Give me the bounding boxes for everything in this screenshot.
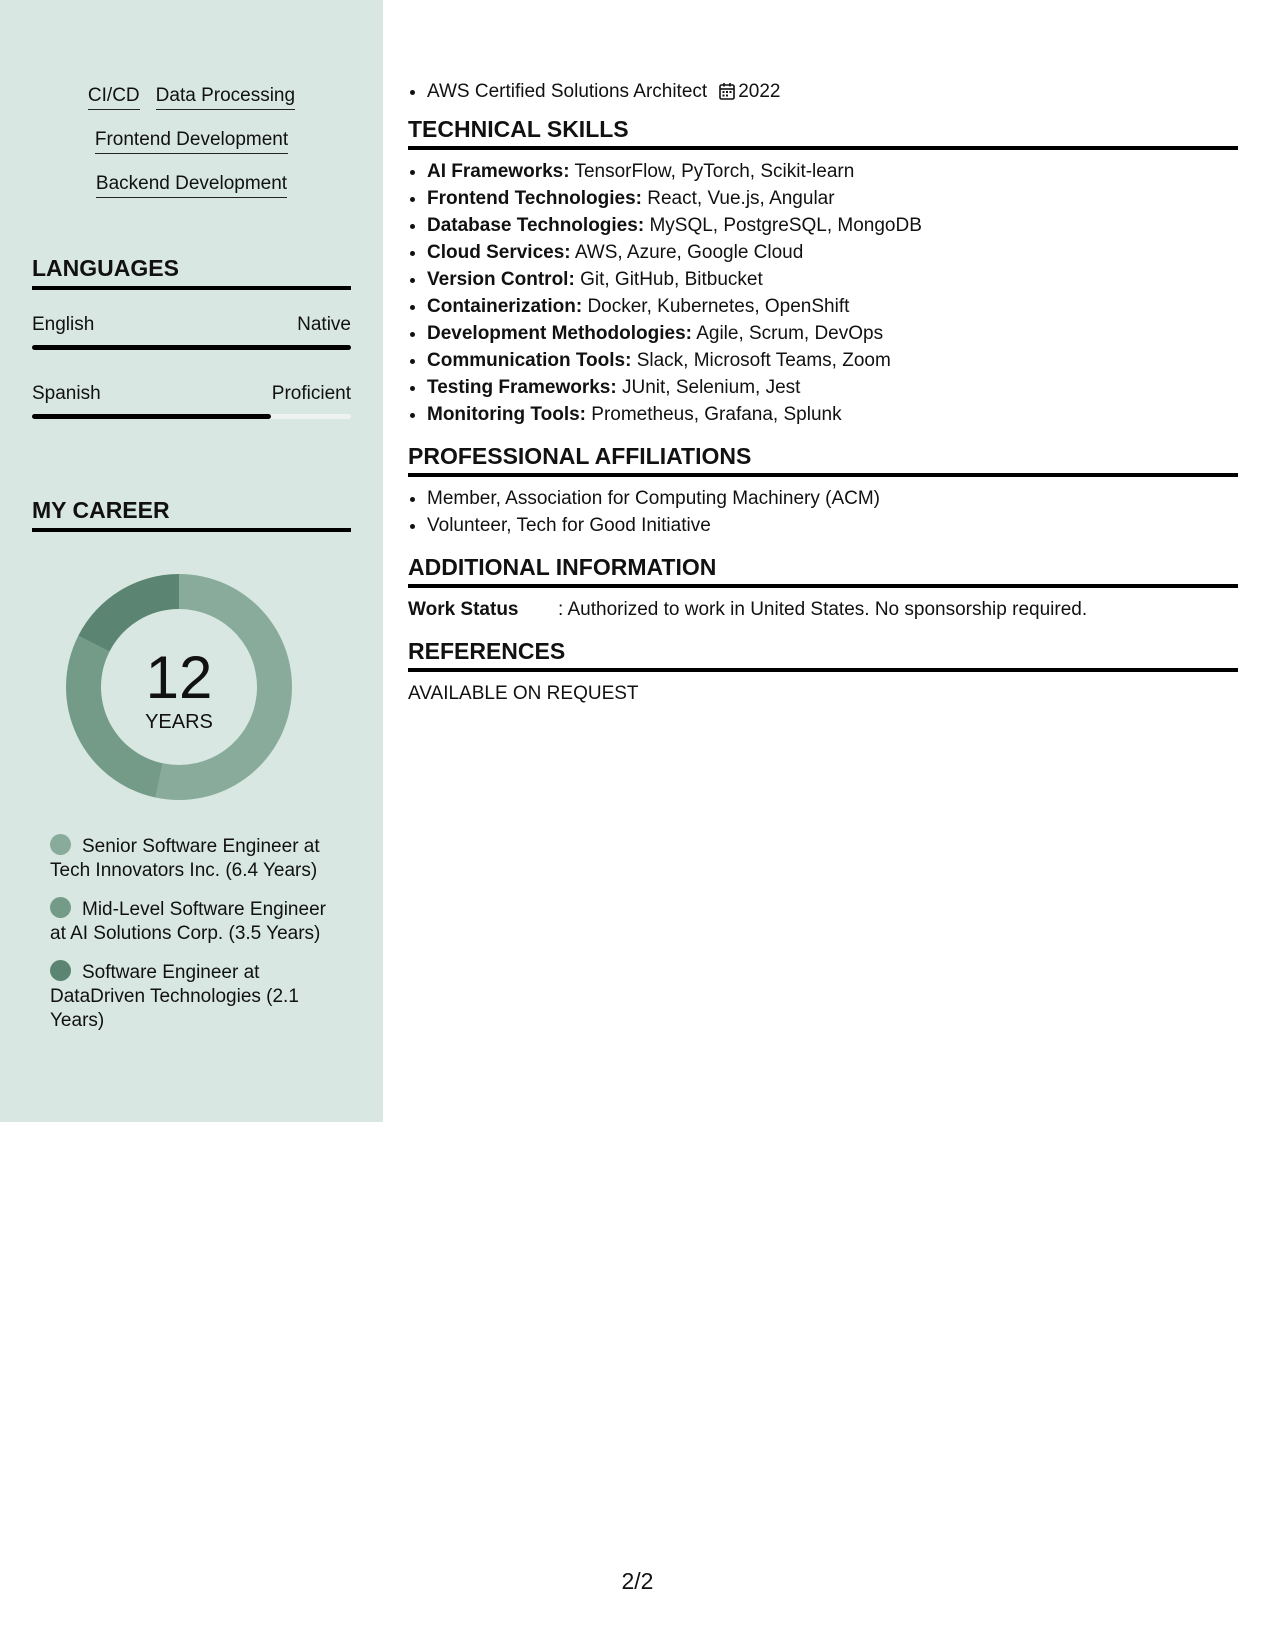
career-item-text: Software Engineer at DataDriven Technologies (2.1 Years) bbox=[50, 962, 299, 1031]
language-name: English bbox=[32, 314, 95, 335]
career-total bbox=[66, 574, 292, 800]
skill-label: Monitoring Tools: bbox=[427, 404, 586, 425]
skill-row bbox=[32, 172, 351, 198]
main-content bbox=[408, 78, 1238, 707]
calendar-icon bbox=[719, 82, 735, 100]
skill-item bbox=[427, 212, 1238, 239]
skill-item bbox=[427, 266, 1238, 293]
skill-item bbox=[427, 293, 1238, 320]
skill-row bbox=[32, 84, 351, 110]
language-bar-fill bbox=[32, 414, 271, 419]
skill-tag: Data Processing bbox=[156, 84, 295, 110]
skill-label: Testing Frameworks: bbox=[427, 377, 617, 398]
skill-label: Cloud Services: bbox=[427, 242, 571, 263]
career-item-text: Mid-Level Software Engineer at AI Solutions Corp. (3.5 Years) bbox=[50, 899, 326, 944]
sidebar bbox=[0, 0, 383, 1122]
language-bar bbox=[32, 345, 351, 350]
affiliations-heading: PROFESSIONAL AFFILIATIONS bbox=[408, 442, 1238, 477]
work-status-label: Work Status bbox=[408, 599, 519, 620]
career-item-text: Senior Software Engineer at Tech Innovators Inc. (6.4 Years) bbox=[50, 836, 320, 881]
certification-item bbox=[427, 78, 1238, 105]
skill-tag: Backend Development bbox=[96, 172, 287, 198]
skill-tag: CI/CD bbox=[88, 84, 140, 110]
language-level: Proficient bbox=[271, 383, 351, 404]
skill-value: Git, GitHub, Bitbucket bbox=[580, 269, 763, 290]
skill-label: Database Technologies: bbox=[427, 215, 645, 236]
references-text: AVAILABLE ON REQUEST bbox=[408, 683, 639, 704]
affiliations-list bbox=[408, 485, 1238, 539]
skill-item bbox=[427, 185, 1238, 212]
career-years-number: 12 bbox=[145, 644, 213, 711]
skill-label: Containerization: bbox=[427, 296, 583, 317]
career-years-label: YEARS bbox=[145, 711, 213, 733]
technical-skills-heading: TECHNICAL SKILLS bbox=[408, 115, 1238, 150]
work-status-value: : Authorized to work in United States. No sponsorship required. bbox=[558, 599, 1088, 620]
legend-dot bbox=[50, 834, 71, 855]
skill-item bbox=[427, 320, 1238, 347]
language-name: Spanish bbox=[32, 383, 101, 404]
skill-item bbox=[427, 239, 1238, 266]
skill-value: JUnit, Selenium, Jest bbox=[621, 377, 801, 398]
skill-tags bbox=[32, 84, 351, 216]
language-bar-fill bbox=[32, 345, 351, 350]
language-english bbox=[32, 313, 351, 350]
references-heading: REFERENCES bbox=[408, 637, 1238, 672]
skill-value: Prometheus, Grafana, Splunk bbox=[591, 404, 842, 425]
page-number: 2/2 bbox=[621, 1568, 654, 1594]
skill-label: AI Frameworks: bbox=[427, 161, 570, 182]
additional-info-heading: ADDITIONAL INFORMATION bbox=[408, 553, 1238, 588]
skill-item bbox=[427, 347, 1238, 374]
affiliation-item: • Member, Association for Computing Machinery (ACM) bbox=[427, 485, 1238, 512]
skill-value: React, Vue.js, Angular bbox=[647, 188, 835, 209]
skill-label: Frontend Technologies: bbox=[427, 188, 642, 209]
legend-dot bbox=[50, 960, 71, 981]
skill-item bbox=[427, 158, 1238, 185]
skill-value: AWS, Azure, Google Cloud bbox=[574, 242, 804, 263]
certification-name: AWS Certified Solutions Architect bbox=[427, 81, 708, 102]
skill-value: Agile, Scrum, DevOps bbox=[696, 323, 884, 344]
skill-label: Development Methodologies: bbox=[427, 323, 692, 344]
certification-list bbox=[408, 78, 1238, 105]
skill-value: MySQL, PostgreSQL, MongoDB bbox=[649, 215, 922, 236]
skill-row bbox=[32, 128, 351, 154]
skill-label: Communication Tools: bbox=[427, 350, 632, 371]
career-item bbox=[50, 834, 330, 883]
language-spanish bbox=[32, 382, 351, 419]
language-bar bbox=[32, 414, 351, 419]
skill-value: Slack, Microsoft Teams, Zoom bbox=[636, 350, 891, 371]
career-item bbox=[50, 960, 330, 1033]
skill-value: Docker, Kubernetes, OpenShift bbox=[587, 296, 850, 317]
certification-year: 2022 bbox=[738, 81, 781, 102]
legend-dot bbox=[50, 897, 71, 918]
career-heading: MY CAREER bbox=[32, 496, 351, 532]
career-item bbox=[50, 897, 330, 946]
skill-value: TensorFlow, PyTorch, Scikit-learn bbox=[574, 161, 855, 182]
skill-tag: Frontend Development bbox=[95, 128, 288, 154]
skill-item bbox=[427, 401, 1238, 428]
skill-label: Version Control: bbox=[427, 269, 575, 290]
languages-heading: LANGUAGES bbox=[32, 254, 351, 290]
technical-skills-list bbox=[408, 158, 1238, 428]
affiliation-item: • Volunteer, Tech for Good Initiative bbox=[427, 512, 1238, 539]
language-level: Native bbox=[297, 314, 351, 335]
career-legend bbox=[50, 834, 330, 1047]
work-status-row bbox=[408, 596, 1238, 623]
skill-item bbox=[427, 374, 1238, 401]
